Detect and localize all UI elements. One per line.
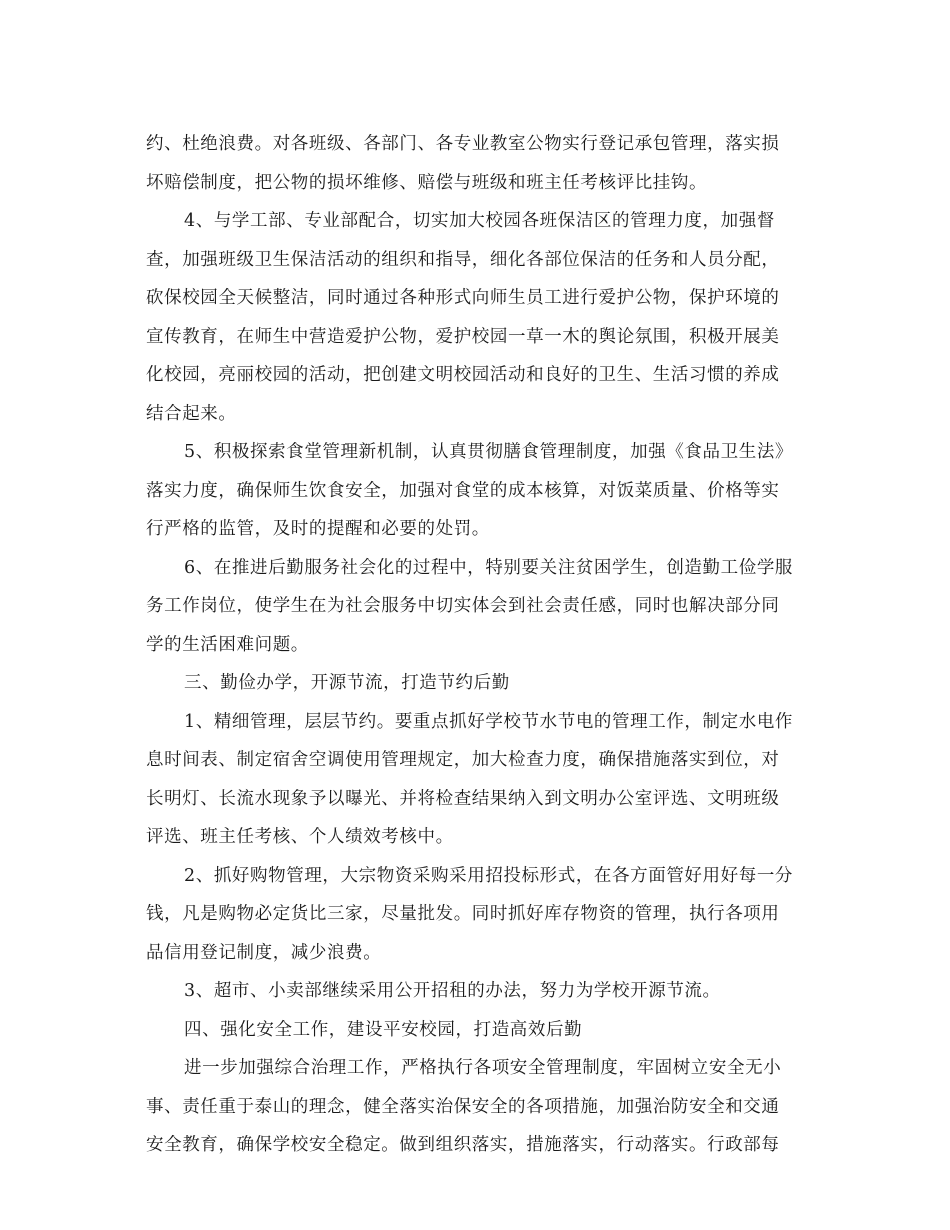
text-line: 1、精细管理，层层节约。要重点抓好学校节水节电的管理工作，制定水电作 [184,711,794,732]
text-line: 查，加强班级卫生保洁活动的组织和指导，细化各部位保洁的任务和人员分配， [146,249,780,270]
heading-line: 四、强化安全工作，建设平安校园，打造高效后勤 [184,1019,583,1040]
text-line: 落实力度，确保师生饮食安全，加强对食堂的成本核算，对饭菜质量、价格等实 [146,480,780,501]
text-line: 坏赔偿制度，把公物的损坏维修、赔偿与班级和班主任考核评比挂钩。 [146,172,708,193]
text-line: 6、在推进后勤服务社会化的过程中，特别要关注贫困学生，创造勤工俭学服 [184,557,794,578]
paragraph-item-6 [146,549,806,665]
paragraph-continuation [146,125,806,202]
section-heading-4 [146,1011,806,1050]
text-line: 约、杜绝浪费。对各班级、各部门、各专业教室公物实行登记承包管理，落实损 [146,134,780,154]
text-line: 结合起来。 [146,403,237,424]
paragraph-section4-intro [146,1049,806,1165]
paragraph-section3-item-2 [146,857,806,973]
text-line: 学的生活困难问题。 [146,634,309,655]
text-line: 评选、班主任考核、个人绩效考核中。 [146,827,454,847]
text-line: 息时间表、制定宿舍空调使用管理规定，加大检查力度，确保措施落实到位，对 [146,750,780,770]
paragraph-item-5 [146,433,806,549]
text-line: 事、责任重于泰山的理念，健全落实治保安全的各项措施，加强治防安全和交通 [146,1096,780,1117]
document-body [146,125,806,1165]
heading-line: 三、勤俭办学，开源节流，打造节约后勤 [184,673,510,693]
text-line: 务工作岗位，使学生在为社会服务中切实体会到社会责任感，同时也解决部分同 [146,596,780,616]
text-line: 4、与学工部、专业部配合，切实加大校园各班保洁区的管理力度，加强督 [184,211,775,231]
text-line: 3、超市、小卖部继续采用公开招租的办法，努力为学校开源节流。 [184,981,721,1001]
text-line: 行严格的监管，及时的提醒和必要的处罚。 [146,519,490,539]
text-line: 长明灯、长流水现象予以曝光、并将检查结果纳入到文明办公室评选、文明班级 [146,788,780,809]
text-line: 钱，凡是购物必定货比三家，尽量批发。同时抓好库存物资的管理，执行各项用 [146,904,780,924]
paragraph-section3-item-3 [146,972,806,1011]
text-line: 宣传教育，在师生中营造爱护公物，爱护校园一草一木的舆论氛围，积极开展美 [146,326,780,347]
paragraph-item-4 [146,202,806,433]
paragraph-section3-item-1 [146,703,806,857]
text-line: 砍保校园全天候整洁，同时通过各种形式向师生员工进行爱护公物，保护环境的 [146,288,780,308]
text-line: 5、积极探索食堂管理新机制，认真贯彻膳食管理制度，加强《食品卫生法》 [184,442,794,462]
text-line: 安全教育，确保学校安全稳定。做到组织落实，措施落实，行动落实。行政部每 [146,1135,780,1155]
text-line: 进一步加强综合治理工作，严格执行各项安全管理制度，牢固树立安全无小 [184,1058,782,1078]
text-line: 化校园，亮丽校园的活动，把创建文明校园活动和良好的卫生、生活习惯的养成 [146,365,780,385]
text-line: 品信用登记制度，减少浪费。 [146,942,382,963]
section-heading-3 [146,664,806,703]
text-line: 2、抓好购物管理，大宗物资采购采用招投标形式，在各方面管好用好每一分 [184,865,794,886]
